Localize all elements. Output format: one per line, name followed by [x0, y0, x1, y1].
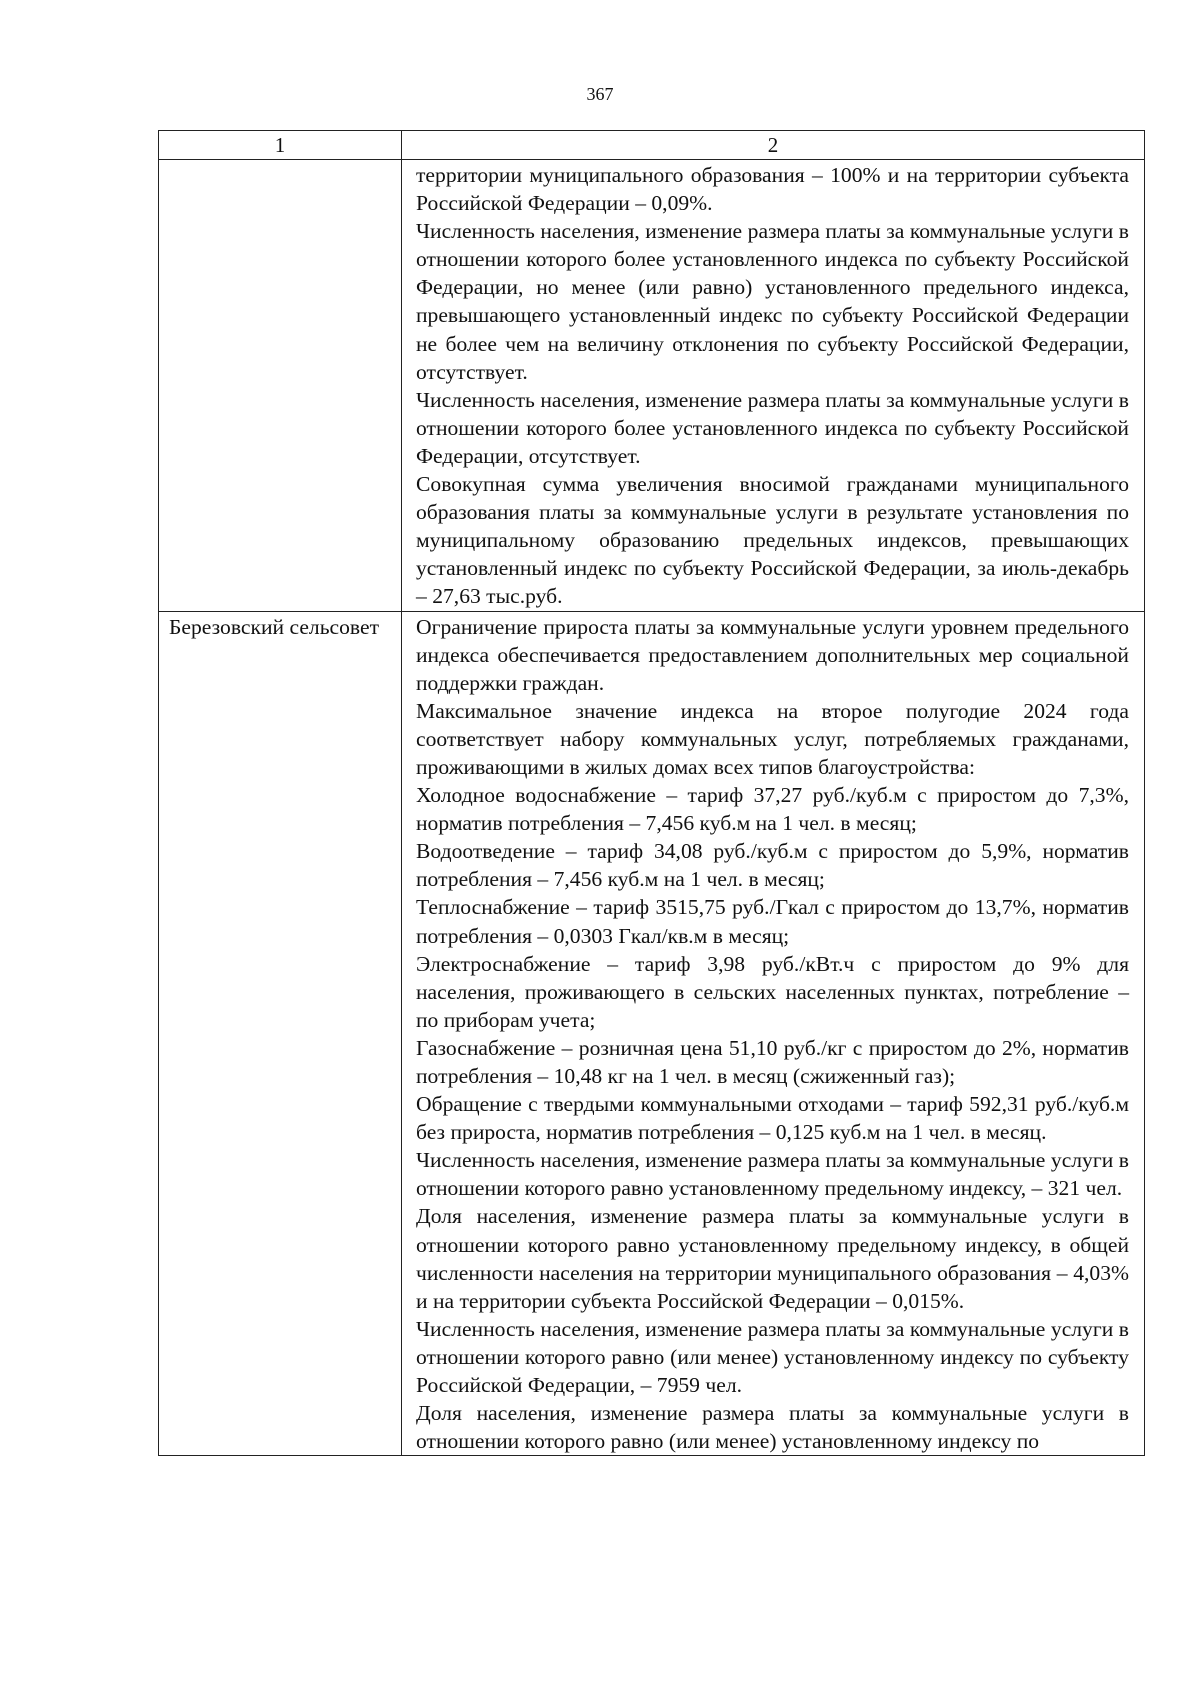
table-row — [159, 160, 1145, 612]
description-paragraph: Холодное водоснабжение – тариф 37,27 руб./куб.м с приростом до 7,3%, норматив потребления – 7,456 куб.м на 1 чел. в месяц; — [416, 783, 1129, 836]
description-paragraph: Численность населения, изменение размера платы за коммунальные услуги в отношении которого равно (или менее) установленному индексу по субъекту Российской Федерации, – 7959 чел. — [416, 1316, 1129, 1398]
description-paragraph: Водоотведение – тариф 34,08 руб./куб.м с приростом до 5,9%, норматив потребления – 7,456 куб.м на 1 чел. в месяц; — [416, 839, 1129, 892]
table-header-row — [159, 131, 1145, 160]
description-paragraph: Электроснабжение – тариф 3,98 руб./кВт.ч с приростом до 9% для населения, проживающего в сельских населенных пунктах, потребление – по приборам учета; — [416, 951, 1129, 1032]
description-paragraph: Газоснабжение – розничная цена 51,10 руб./кг с приростом до 2%, норматив потребления – 10,48 кг на 1 чел. в месяц (сжиженный газ); — [416, 1035, 1129, 1088]
document-table — [158, 130, 1145, 1456]
description-cell — [402, 611, 1145, 1456]
column-header-1: 1 — [159, 131, 402, 160]
column-header-2: 2 — [402, 131, 1145, 160]
description-cell — [402, 160, 1145, 612]
description-paragraph: Численность населения, изменение размера платы за коммунальные услуги в отношении которого более установленного индекса по субъекту Российской Федерации, но менее (или равно) установленного предельного индекса, превышающего установленный индекс по субъекту Российской Федерации не более чем на величину отклонения по субъекту Российской Федерации, отсутствует. — [416, 219, 1129, 384]
description-paragraph: Максимальное значение индекса на второе полугодие 2024 года соответствует набору коммунальных услуг, потребляемых гражданами, проживающими в жилых домах всех типов благоустройства: — [416, 698, 1129, 779]
description-paragraph: Доля населения, изменение размера платы за коммунальные услуги в отношении которого равно (или менее) установленному индексу по — [416, 1401, 1129, 1454]
description-paragraph: Доля населения, изменение размера платы за коммунальные услуги в отношении которого равно установленному предельному индексу, в общей численности населения на территории муниципального образования – 4,03% и на территории субъекта Российской Федерации – 0,015%. — [416, 1204, 1129, 1313]
description-paragraph: территории муниципального образования – 100% и на территории субъекта Российской Федерации – 0,09%. — [416, 163, 1129, 216]
page-number: 367 — [586, 84, 614, 104]
description-paragraph: Численность населения, изменение размера платы за коммунальные услуги в отношении которого равно установленному предельному индексу, – 321 чел. — [416, 1148, 1129, 1201]
description-paragraph: Совокупная сумма увеличения вносимой гражданами муниципального образования платы за коммунальные услуги в результате установления по муниципальному образованию предельных индексов, превышающих установленный индекс по субъекту Российской Федерации, за июль-декабрь – 27,63 тыс.руб. — [416, 472, 1129, 609]
description-paragraph: Обращение с твердыми коммунальными отходами – тариф 592,31 руб./куб.м без прироста, норматив потребления – 0,125 куб.м на 1 чел. в месяц. — [416, 1092, 1129, 1145]
description-paragraph: Ограничение прироста платы за коммунальные услуги уровнем предельного индекса обеспечивается предоставлением дополнительных мер социальной поддержки граждан. — [416, 614, 1129, 695]
municipality-name-cell: Березовский сельсовет — [159, 611, 402, 1456]
table-row — [159, 611, 1145, 1456]
description-paragraph: Численность населения, изменение размера платы за коммунальные услуги в отношении которого более установленного индекса по субъекту Российской Федерации, отсутствует. — [416, 387, 1129, 468]
municipality-name-cell — [159, 160, 402, 612]
description-paragraph: Теплоснабжение – тариф 3515,75 руб./Гкал с приростом до 13,7%, норматив потребления – 0,0303 Гкал/кв.м в месяц; — [416, 895, 1129, 948]
